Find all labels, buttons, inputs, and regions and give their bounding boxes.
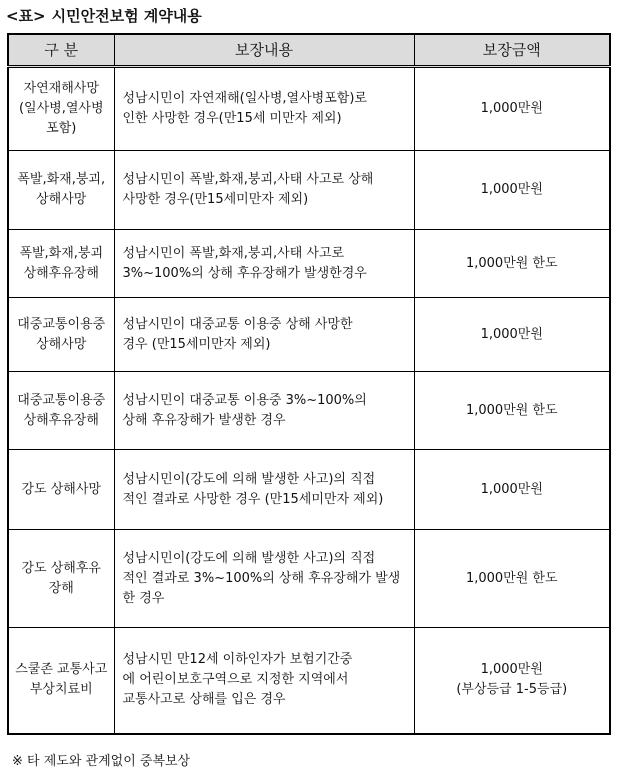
row-amount: 1,000만원 한도	[414, 372, 610, 450]
header-content: 보장내용	[114, 34, 414, 67]
row-category: 강도 상해후유 장해	[8, 530, 114, 628]
table-row	[8, 230, 610, 298]
row-category: 폭발,화재,붕괴 상해후유장해	[8, 230, 114, 298]
row-amount: 1,000만원	[414, 298, 610, 372]
row-category: 폭발,화재,붕괴, 상해사망	[8, 151, 114, 230]
header-category: 구 분	[8, 34, 114, 67]
row-content: 성남시민이(강도에 의해 발생한 사고)의 직접 적인 결과로 사망한 경우 (만15세미만자 제외)	[114, 450, 414, 530]
row-category: 스쿨존 교통사고 부상치료비	[8, 628, 114, 734]
title-text: 시민안전보험 계약내용	[51, 7, 202, 25]
row-amount: 1,000만원	[414, 151, 610, 230]
row-amount: 1,000만원	[414, 450, 610, 530]
table-header-row	[8, 34, 610, 67]
row-content: 성남시민이 폭발,화재,붕괴,사태 사고로 상해 사망한 경우(만15세미만자 제외)	[114, 151, 414, 230]
footer-note: ※ 타 제도와 관계없이 중복보상	[12, 754, 191, 769]
row-amount: 1,000만원 한도	[414, 530, 610, 628]
row-category: 자연재해사망 (일사병,열사병 포함)	[8, 67, 114, 151]
row-category: 강도 상해사망	[8, 450, 114, 530]
row-category: 대중교통이용중 상해후유장해	[8, 372, 114, 450]
coverage-table	[7, 33, 611, 735]
row-category: 대중교통이용중 상해사망	[8, 298, 114, 372]
title-tag: <표>	[6, 7, 46, 25]
table-row	[8, 151, 610, 230]
row-content: 성남시민이 폭발,화재,붕괴,사태 사고로 3%~100%의 상해 후유장해가 발생한경우	[114, 230, 414, 298]
row-content: 성남시민이 자연재해(일사병,열사병포함)로 인한 사망한 경우(만15세 미만자 제외)	[114, 67, 414, 151]
table-row	[8, 372, 610, 450]
header-amount: 보장금액	[414, 34, 610, 67]
table-row	[8, 67, 610, 151]
row-content: 성남시민 만12세 이하인자가 보험기간중 에 어린이보호구역으로 지정한 지역에서 교통사고로 상해를 입은 경우	[114, 628, 414, 734]
table-row	[8, 450, 610, 530]
row-amount: 1,000만원 한도	[414, 230, 610, 298]
row-amount: 1,000만원 (부상등급 1-5등급)	[414, 628, 610, 734]
row-content: 성남시민이(강도에 의해 발생한 사고)의 직접 적인 결과로 3%~100%의 상해 후유장해가 발생 한 경우	[114, 530, 414, 628]
row-content: 성남시민이 대중교통 이용중 3%~100%의 상해 후유장해가 발생한 경우	[114, 372, 414, 450]
table-row	[8, 530, 610, 628]
table-row	[8, 628, 610, 734]
table-row	[8, 298, 610, 372]
row-content: 성남시민이 대중교통 이용중 상해 사망한 경우 (만15세미만자 제외)	[114, 298, 414, 372]
row-amount: 1,000만원	[414, 67, 610, 151]
document-title	[6, 4, 202, 28]
